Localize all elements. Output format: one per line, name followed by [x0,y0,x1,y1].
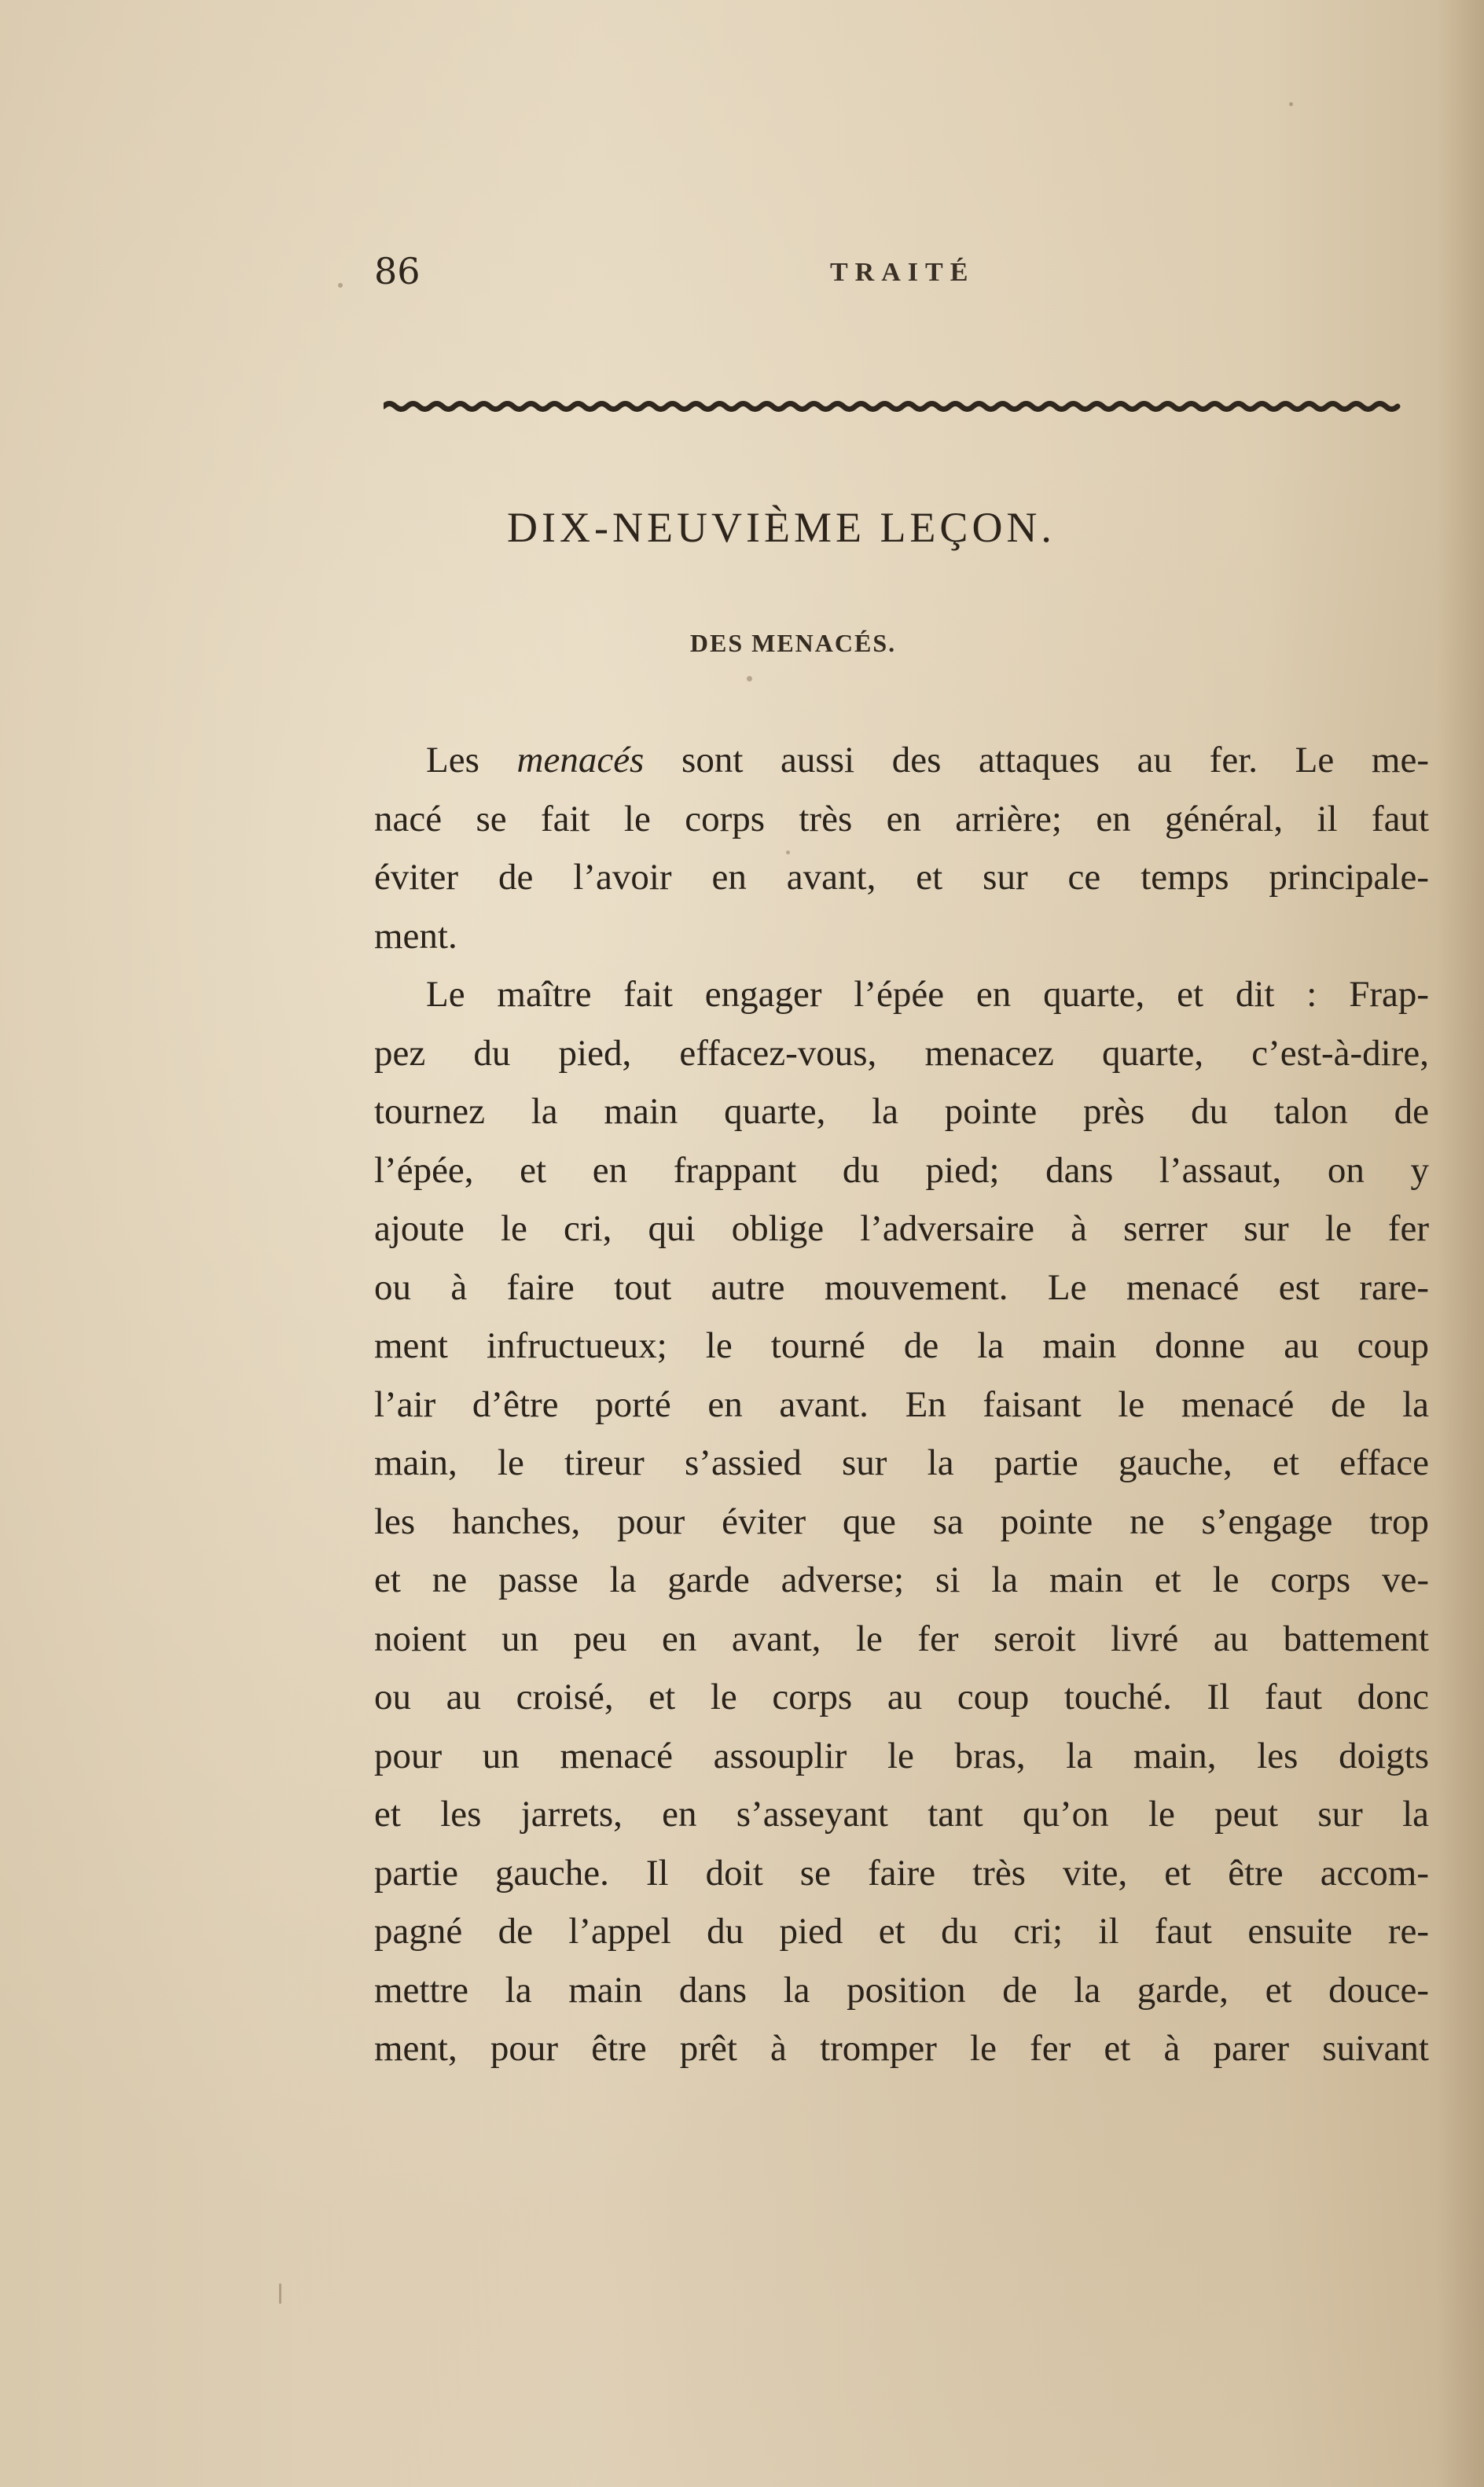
chapter-title: DIX-NEUVIÈME LEÇON. [507,504,1056,551]
body-text [374,731,1429,2078]
text-line: partie gauche. Il doit se faire très vite, et être accom- [374,1852,1429,1894]
paper-speck [747,676,752,681]
text-line: pagné de l’appel du pied et du cri; il faut ensuite re- [374,1911,1429,1952]
text-line: pez du pied, effacez-vous, menacez quarte, c’est-à-dire, [374,1032,1429,1074]
paper-speck [279,2283,281,2304]
text-fragment: sont aussi des attaques au fer. Le me- [644,740,1429,781]
text-line: ajoute le cri, qui oblige l’adversaire à serrer sur le fer [374,1208,1429,1249]
page-edge-shadow [1437,0,1484,2487]
text-line: et ne passe la garde adverse; si la main et le corps ve- [374,1559,1429,1600]
page-number: 86 [374,250,421,292]
text-fragment: Les [426,740,517,781]
paper-speck [1289,102,1293,106]
text-line: les hanches, pour éviter que sa pointe ne s’engage trop [374,1501,1429,1542]
paper-speck [786,850,790,854]
text-line: pour un menacé assouplir le bras, la main, les doigts [374,1735,1429,1776]
text-line: ou à faire tout autre mouvement. Le menacé est rare- [374,1266,1429,1308]
paper-speck [338,283,343,288]
running-head-title: TRAITÉ [830,258,975,287]
text-line: l’air d’être porté en avant. En faisant le menacé de la [374,1383,1429,1425]
text-line: nacé se fait le corps très en arrière; en général, il faut [374,798,1429,839]
italic-term: menacés [516,740,645,781]
text-line: éviter de l’avoir en avant, et sur ce temps principale- [374,857,1429,898]
section-title: DES MENACÉS. [689,629,897,657]
paragraph-2 [374,965,1429,2078]
text-line: ou au croisé, et le corps au coup touché. Il faut donc [374,1677,1429,1717]
text-line: et les jarrets, en s’asseyant tant qu’on le peut sur la [374,1794,1429,1835]
text-line: ment, pour être prêt à tromper le fer et à parer suivant [374,2028,1429,2069]
text-line: ment infructueux; le tourné de la main donne au coup [374,1325,1429,1366]
paragraph-1 [374,731,1429,965]
text-line: noient un peu en avant, le fer seroit livré au battement [374,1618,1429,1659]
text-line: Le maître fait engager l’épée en quarte, et dit : Frap- [426,974,1429,1015]
text-line: l’épée, et en frappant du pied; dans l’assaut, on y [374,1149,1429,1191]
wavy-rule-ornament-icon [384,396,1429,417]
text-line: main, le tireur s’assied sur la partie gauche, et efface [374,1442,1429,1483]
text-line: mettre la main dans la position de la garde, et douce- [374,1969,1429,2011]
text-line: tournez la main quarte, la pointe près du talon de [374,1091,1429,1132]
text-line: ment. [374,915,457,957]
running-head [374,250,1427,297]
text-line [374,731,1429,790]
